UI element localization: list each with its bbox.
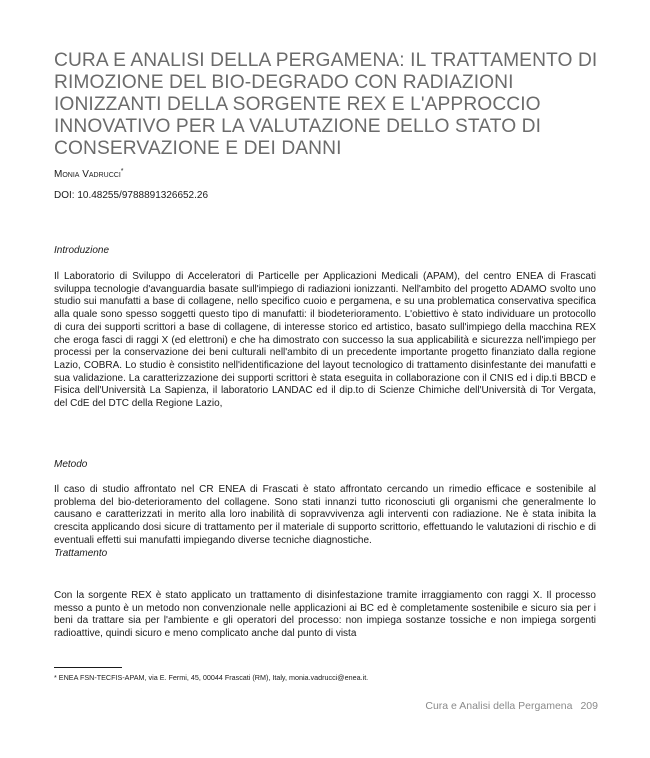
author-line (54, 168, 124, 180)
paragraph-metodo: Il caso di studio affrontato nel CR ENEA di Frascati è stato affrontato cercando un rimedio efficace e sostenibile al problema del bio-deterioramento del collagene. Sono stati innanzi tutto riconosciuti gli organismi che generalmente lo causano e caratterizzati in merito alla loro inabilità di sopravvivenza agli interventi con radiazione. Ne è stata inibita la crescita applicando dosi sicure di trattamento per il materiale di supporto scrittorio, effettuando le valutazioni di rischio e di eventuali effetti sui manufatti impiegando diverse tecniche diagnostiche. (54, 484, 596, 546)
paragraph-introduzione: Il Laboratorio di Sviluppo di Acceleratori di Particelle per Applicazioni Medicali (APAM), del centro ENEA di Frascati sviluppa tecnologie d'avanguardia basate sull'impiego di radiazioni ionizzanti. Nell'ambito del progetto ADAMO svolto uno studio sui manufatti a base di collagene, nello specifico cuoio e pergamena, e su una problematica conservativa specifica alla quale sono spesso soggetti questo tipo di manufatti: il biodeterioramento. L'obiettivo è stato individuare un protocollo di cura dei supporti scrittori a base di collagene, di interesse storico ed artistico, basato sull'impiego della macchina REX che eroga fasci di raggi X (ed elettroni) e che ha dimostrato con successo la sua applicabilità e sicurezza nell'impiego per processi per la conservazione dei beni culturali nell'ambito di un precedente importante progetto finanziato dalla regione Lazio, COBRA. Lo studio è consistito nell'identificazione del layout tecnologico di trattamento disinfestante dei manufatti e sua validazione. La caratterizzazione dei supporti scrittori è stata eseguita in collaborazione con il CNIS ed i dip.ti BBCD e Fisica dell'Università La Sapienza, il laboratorio LANDAC ed il dip.to di Scienze Chimiche dell'Università di Tor Vergata, del CdE del DTC della Regione Lazio, (54, 271, 596, 410)
author-name: Monia Vadrucci (54, 169, 121, 180)
paragraph-trattamento: Con la sorgente REX è stato applicato un trattamento di disinfestazione tramite irraggiamento con raggi X. Il processo messo a punto è un metodo non convenzionale nelle applicazioni ai BC ed è completamente sostenibile e sicuro sia per i beni da trattare sia per l'ambiente e gli operatori del processo: non impiega sostanze tossiche e non impiega sorgenti radioattive, quindi sicuro e meno complicato anche dal punto di vista (54, 590, 596, 640)
section-heading-metodo: Metodo (54, 459, 88, 470)
doi: DOI: 10.48255/9788891326652.26 (54, 190, 209, 201)
section-heading-introduzione: Introduzione (54, 245, 110, 256)
footnote: * ENEA FSN-TECFIS-APAM, via E. Fermi, 45, 00044 Frascati (RM), Italy, monia.vadrucci@enea.it. (54, 673, 369, 682)
running-title: Cura e Analisi della Pergamena (425, 700, 573, 712)
paper-title: CURA E ANALISI DELLA PERGAMENA: IL TRATTAMENTO DI RIMOZIONE DEL BIO-DEGRADO CON RADIAZIONI IONIZZANTI DELLA SORGENTE REX E L'APPROCCIO INNOVATIVO PER LA VALUTAZIONE DELLO STATO DI CONSERVAZIONE E DEI DANNI (54, 50, 598, 159)
author-footnote-mark: * (120, 168, 124, 175)
subsection-heading-trattamento: Trattamento (54, 547, 108, 559)
footnote-rule (54, 667, 122, 668)
metodo-block (54, 484, 596, 560)
running-footer (425, 700, 598, 712)
page-number: 209 (580, 700, 598, 712)
